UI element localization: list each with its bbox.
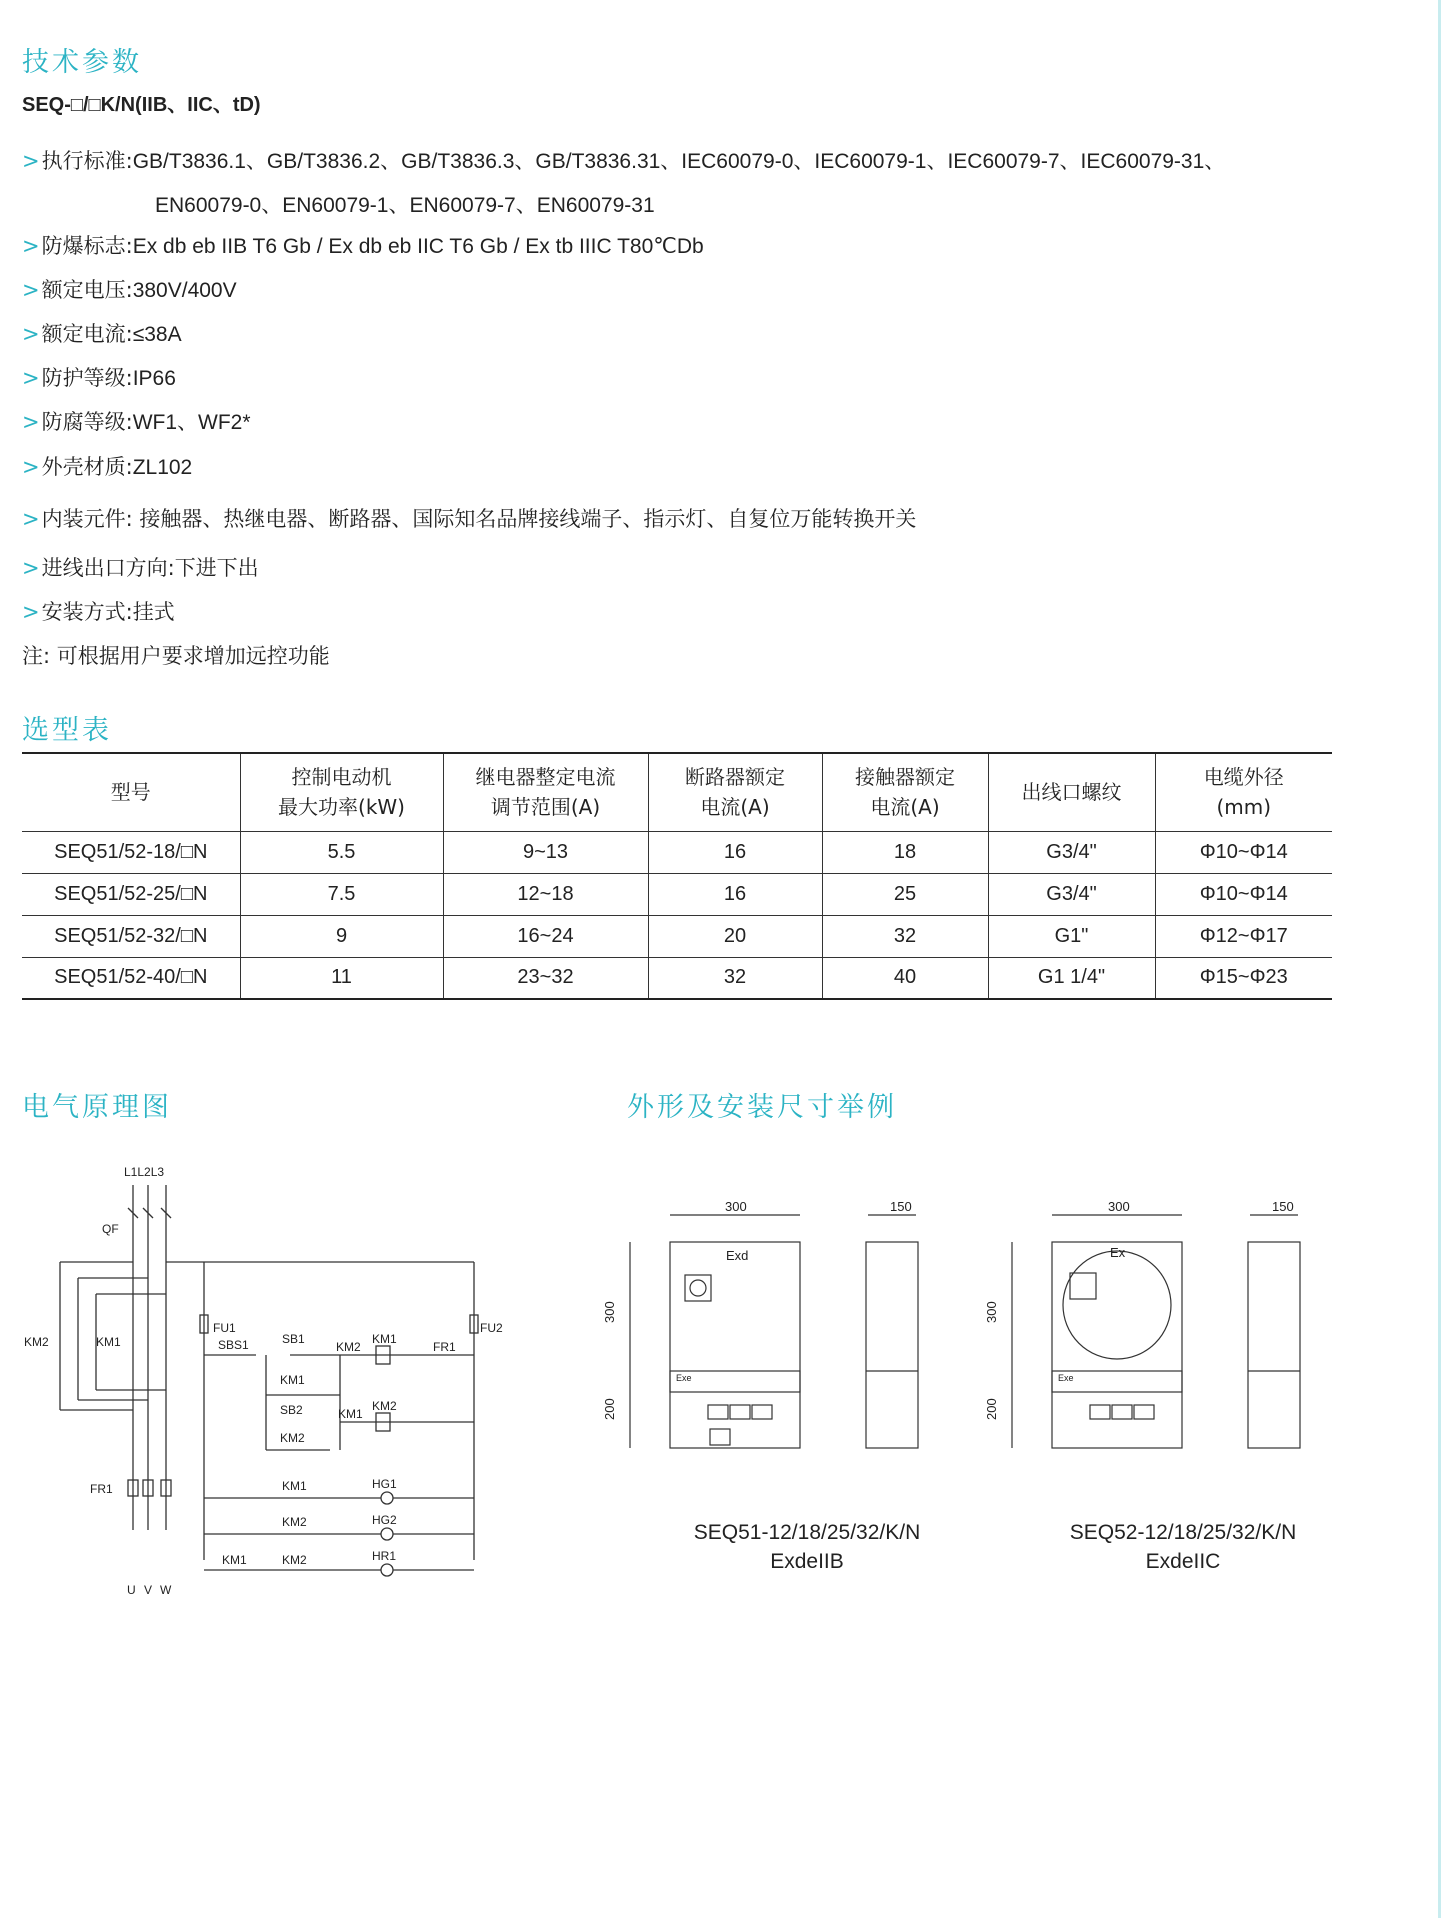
cell-model: SEQ51/52-32/□N: [54, 924, 208, 947]
dim-depth-right: 150: [1272, 1199, 1294, 1214]
spec-anticorrosion: [22, 406, 251, 436]
cell-power: 9: [240, 915, 443, 957]
spec-value: 380V/400V: [132, 279, 237, 302]
arrow-icon: >: [22, 455, 40, 479]
arrow-icon: >: [22, 366, 40, 390]
label-km2: KM2: [24, 1335, 49, 1349]
cell-cable: Φ12~Φ17: [1155, 915, 1332, 957]
spec-current: [22, 318, 182, 348]
label-km2-coil: KM2: [372, 1399, 397, 1413]
label-km2-hold: KM2: [280, 1431, 305, 1445]
th-model: [22, 753, 240, 831]
th-line: 继电器整定电流: [475, 765, 616, 790]
label-fu1: FU1: [213, 1321, 236, 1335]
arrow-icon: >: [22, 149, 40, 173]
label-l1l2l3: L1L2L3: [124, 1165, 165, 1179]
th-line: 接触器额定: [855, 765, 955, 790]
cell-breaker: 20: [648, 915, 822, 957]
arrow-icon: >: [22, 507, 40, 531]
cell-relay: 12~18: [443, 873, 648, 915]
spec-value: WF1、WF2*: [132, 411, 251, 434]
spec-value: GB/T3836.1、GB/T3836.2、GB/T3836.3、GB/T3836.31、IEC60079-0、IEC60079-1、IEC60079-7、IEC60079-31、: [132, 150, 1226, 173]
spec-value: 接触器、热继电器、断路器、国际知名品牌接线端子、指示灯、自复位万能转换开关: [132, 507, 917, 531]
table-row: [22, 873, 1332, 915]
label-u: U: [127, 1583, 136, 1597]
cell-cable: Φ10~Φ14: [1155, 873, 1332, 915]
spec-value: 挂式: [132, 600, 175, 624]
label-hr1: HR1: [372, 1549, 397, 1563]
table-header-row: [22, 753, 1332, 831]
label-km1-hold: KM1: [280, 1373, 305, 1387]
label-exe-left: Exe: [676, 1373, 692, 1383]
spec-label: 外壳材质:: [41, 455, 133, 479]
th-line: 调节范围(A): [490, 795, 601, 820]
arrow-icon: >: [22, 556, 40, 580]
section-title-circuit: 电气原理图: [22, 1092, 172, 1123]
label-exe-right: Exe: [1058, 1373, 1074, 1383]
spec-protection: [22, 362, 176, 392]
cell-contactor: 32: [822, 915, 988, 957]
dim-width-left: 300: [725, 1199, 747, 1214]
th-line: 最大功率(kW): [278, 795, 405, 820]
dimension-drawings: [600, 1195, 1340, 1515]
arrow-icon: >: [22, 322, 40, 346]
label-hg2: HG2: [372, 1513, 397, 1527]
dim-width-right: 300: [1108, 1199, 1130, 1214]
th-line: 断路器额定: [685, 765, 785, 790]
arrow-icon: >: [22, 600, 40, 624]
label-km1-coil: KM1: [372, 1332, 397, 1346]
section-title-select: 选型表: [22, 715, 112, 746]
section-title-dimensions: 外形及安装尺寸举例: [627, 1092, 897, 1123]
th-line: 控制电动机: [291, 765, 392, 790]
spec-mounting: [22, 596, 175, 626]
cell-relay: 9~13: [443, 831, 648, 873]
label-w: W: [160, 1583, 172, 1597]
caption-left-class: ExdeIIB: [770, 1550, 844, 1573]
label-km1-interlock: KM1: [338, 1407, 363, 1421]
spec-label: 执行标准:: [41, 149, 133, 173]
th-line: 出线口螺纹: [1021, 780, 1122, 805]
cell-model: SEQ51/52-40/□N: [54, 966, 208, 989]
cell-relay: 23~32: [443, 957, 648, 999]
cell-thread: G1": [988, 915, 1155, 957]
th-contactor: [822, 753, 988, 831]
caption-left: [642, 1518, 972, 1576]
cell-breaker: 16: [648, 873, 822, 915]
spec-value: ≤38A: [132, 323, 182, 346]
spec-label: 防腐等级:: [41, 410, 133, 434]
cell-model: SEQ51/52-18/□N: [54, 840, 208, 863]
cell-breaker: 32: [648, 957, 822, 999]
spec-label: 进线出口方向:: [41, 556, 175, 580]
spec-value: IP66: [132, 367, 176, 390]
dim-height-upper-left: 300: [602, 1301, 617, 1323]
label-sbs1: SBS1: [218, 1338, 249, 1352]
label-fr1: FR1: [90, 1482, 113, 1496]
label-ex: Ex: [1110, 1245, 1126, 1260]
label-fr1-contact: FR1: [433, 1340, 456, 1354]
th-relay: [443, 753, 648, 831]
arrow-icon: >: [22, 410, 40, 434]
spec-components: [22, 503, 916, 533]
cell-model: SEQ51/52-25/□N: [54, 882, 208, 905]
label-sb2: SB2: [280, 1403, 303, 1417]
label-exd: Exd: [726, 1248, 749, 1263]
cell-cable: Φ15~Φ23: [1155, 957, 1332, 999]
dim-height-lower-left: 200: [602, 1398, 617, 1420]
th-line: 型号: [110, 780, 151, 805]
cell-thread: G3/4": [988, 873, 1155, 915]
spec-label: 额定电流:: [41, 322, 133, 346]
label-v: V: [144, 1583, 153, 1597]
spec-standard-continuation: EN60079-0、EN60079-1、EN60079-7、EN60079-31: [155, 194, 655, 217]
label-fu2: FU2: [480, 1321, 503, 1335]
th-line: 电缆外径: [1203, 765, 1284, 790]
cell-cable: Φ10~Φ14: [1155, 831, 1332, 873]
note: 注: 可根据用户要求增加远控功能: [22, 644, 330, 668]
model-title: SEQ-□/□K/N(IIB、IIC、tD): [22, 94, 261, 116]
circuit-diagram: [0, 1150, 520, 1610]
cell-power: 7.5: [240, 873, 443, 915]
th-line: 电流(A): [870, 795, 940, 820]
cell-power: 11: [240, 957, 443, 999]
table-row: [22, 915, 1332, 957]
cell-breaker: 16: [648, 831, 822, 873]
dim-height-lower-right: 200: [984, 1398, 999, 1420]
spec-material: [22, 451, 192, 481]
th-power: [240, 753, 443, 831]
label-km1-hr: KM1: [222, 1553, 247, 1567]
caption-right-class: ExdeIIC: [1145, 1550, 1221, 1573]
spec-ex-mark: [22, 230, 704, 260]
spec-label: 防爆标志:: [41, 234, 133, 258]
spec-value: Ex db eb IIB T6 Gb / Ex db eb IIC T6 Gb / Ex tb IIIC T80℃Db: [132, 235, 704, 258]
dim-height-upper-right: 300: [984, 1301, 999, 1323]
section-title-tech: 技术参数: [22, 47, 142, 78]
cell-relay: 16~24: [443, 915, 648, 957]
caption-right: [1018, 1518, 1348, 1576]
label-hg1: HG1: [372, 1477, 397, 1491]
caption-left-model: SEQ51-12/18/25/32/K/N: [693, 1521, 921, 1544]
spec-label: 防护等级:: [41, 366, 133, 390]
dim-depth-left: 150: [890, 1199, 912, 1214]
spec-label: 内装元件:: [41, 507, 133, 531]
spec-value: ZL102: [132, 456, 193, 479]
spec-value: 下进下出: [174, 556, 259, 580]
spec-voltage: [22, 274, 237, 304]
label-km2-coil-contact: KM2: [336, 1340, 361, 1354]
cell-thread: G1 1/4": [988, 957, 1155, 999]
th-cable: [1155, 753, 1332, 831]
spec-cable-direction: [22, 552, 259, 582]
spec-label: 安装方式:: [41, 600, 133, 624]
th-line: (mm): [1216, 795, 1272, 820]
label-km2-lamp: KM2: [282, 1515, 307, 1529]
cell-contactor: 25: [822, 873, 988, 915]
label-sb1: SB1: [282, 1332, 305, 1346]
label-qf: QF: [102, 1222, 119, 1236]
cell-thread: G3/4": [988, 831, 1155, 873]
cell-power: 5.5: [240, 831, 443, 873]
table-row: [22, 957, 1332, 999]
label-km2-hr: KM2: [282, 1553, 307, 1567]
cell-contactor: 40: [822, 957, 988, 999]
arrow-icon: >: [22, 234, 40, 258]
spec-label: 额定电压:: [41, 278, 133, 302]
selection-table: [22, 752, 1332, 1000]
th-line: 电流(A): [700, 795, 770, 820]
caption-right-model: SEQ52-12/18/25/32/K/N: [1069, 1521, 1297, 1544]
th-thread: [988, 753, 1155, 831]
table-row: [22, 831, 1332, 873]
arrow-icon: >: [22, 278, 40, 302]
cell-contactor: 18: [822, 831, 988, 873]
label-km1-lamp: KM1: [282, 1479, 307, 1493]
th-breaker: [648, 753, 822, 831]
spec-standard: [22, 145, 1225, 175]
label-km1: KM1: [96, 1335, 121, 1349]
